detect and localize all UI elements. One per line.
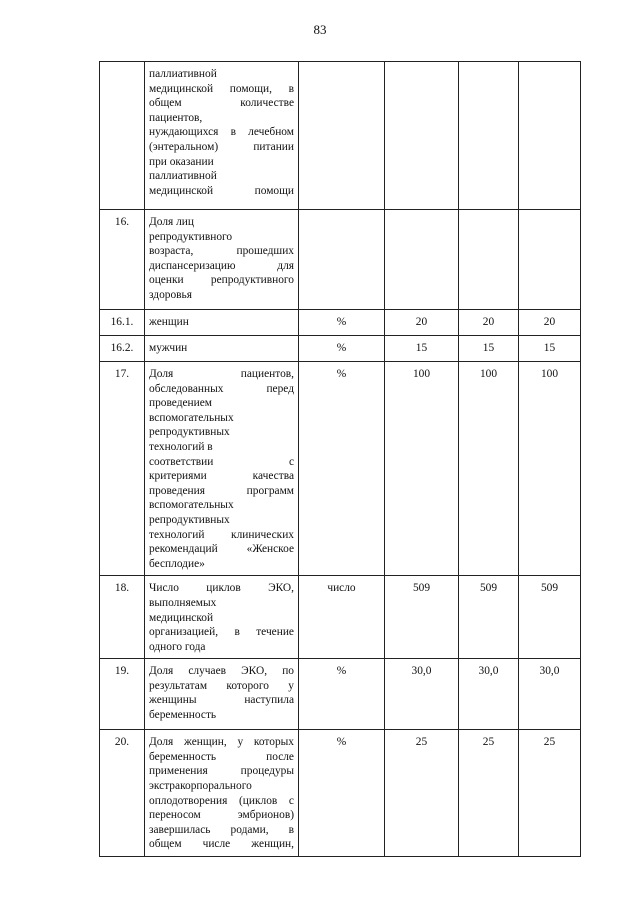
indicator-name-line: медицинской <box>149 611 214 624</box>
indicator-name-line: результатам которого у <box>149 679 294 692</box>
unit-cell: % <box>299 362 385 576</box>
row-number: 16.1. <box>100 310 145 336</box>
indicator-name-line: общем числе женщин, <box>149 838 294 851</box>
value-year-3: 30,0 <box>519 659 581 730</box>
indicator-name-line: Доля пациентов, <box>149 368 294 380</box>
indicator-name-line: (энтеральном) питании <box>149 140 294 153</box>
indicator-name-line: выполняемых <box>149 596 217 609</box>
value-year-1: 15 <box>385 336 459 362</box>
value-year-3: 25 <box>519 730 581 857</box>
value-year-1: 25 <box>385 730 459 857</box>
value-year-1: 30,0 <box>385 659 459 730</box>
indicator-name-line: женщин <box>149 316 189 328</box>
indicator-name-line: медицинской помощи, в <box>149 82 294 95</box>
value-year-3: 100 <box>519 362 581 576</box>
table-row <box>100 730 581 857</box>
indicator-name-line: репродуктивных <box>149 513 230 526</box>
indicator-name-line: технологий клинических <box>149 528 294 541</box>
unit-cell: % <box>299 659 385 730</box>
table-row <box>100 336 581 362</box>
unit-cell <box>299 62 385 210</box>
unit-cell: % <box>299 336 385 362</box>
indicator-name-line: репродуктивных <box>149 426 230 439</box>
indicator-name-line: технологий в <box>149 440 213 453</box>
value-year-3 <box>519 210 581 310</box>
value-year-1: 100 <box>385 362 459 576</box>
table-row <box>100 310 581 336</box>
value-year-2 <box>459 210 519 310</box>
indicator-name-line: проведением <box>149 397 213 410</box>
indicator-name-line: Доля лиц <box>149 216 194 228</box>
value-year-2 <box>459 62 519 210</box>
indicator-name-line: Число циклов ЭКО, <box>149 582 294 595</box>
indicator-name-line: экстракорпорального <box>149 780 252 793</box>
row-number: 20. <box>100 730 145 857</box>
indicator-name-line: оплодотворения (циклов с <box>149 794 294 807</box>
indicator-name-line: здоровья <box>149 288 192 301</box>
row-number: 18. <box>100 576 145 659</box>
indicator-name-line: оценки репродуктивного <box>149 274 294 287</box>
indicator-name-line: общем количестве <box>149 97 294 110</box>
unit-cell: % <box>299 310 385 336</box>
indicator-name-line: бесплодие» <box>149 557 205 570</box>
indicator-name-line: проведения программ <box>149 484 294 497</box>
indicator-name-line: диспансеризацию для <box>149 259 294 272</box>
indicator-name-line: нуждающихся в лечебном <box>149 126 294 139</box>
indicator-name-line: завершилась родами, в <box>149 823 294 836</box>
indicator-name-line: рекомендаций «Женское <box>149 543 294 556</box>
indicator-name <box>145 576 299 659</box>
row-number: 19. <box>100 659 145 730</box>
indicator-name-line: вспомогательных <box>149 499 234 512</box>
unit-cell <box>299 210 385 310</box>
indicators-table <box>99 61 581 857</box>
row-number: 16. <box>100 210 145 310</box>
value-year-2: 25 <box>459 730 519 857</box>
row-number: 17. <box>100 362 145 576</box>
indicator-name <box>145 62 299 210</box>
value-year-2: 20 <box>459 310 519 336</box>
indicator-name-line: паллиативной <box>149 68 217 80</box>
value-year-3: 20 <box>519 310 581 336</box>
table-row <box>100 210 581 310</box>
indicator-name <box>145 336 299 362</box>
value-year-3 <box>519 62 581 210</box>
indicator-name-line: Доля случаев ЭКО, по <box>149 665 294 678</box>
value-year-3: 15 <box>519 336 581 362</box>
indicator-name-line: беременность <box>149 709 217 722</box>
indicator-name-line: вспомогательных <box>149 411 234 424</box>
indicator-name-line: обследованных перед <box>149 382 294 395</box>
unit-cell: число <box>299 576 385 659</box>
indicator-name <box>145 210 299 310</box>
indicator-name-line: мужчин <box>149 342 188 354</box>
value-year-3: 509 <box>519 576 581 659</box>
indicator-name-line: возраста, прошедших <box>149 245 294 258</box>
indicator-name-line: паллиативной <box>149 170 217 183</box>
value-year-1 <box>385 62 459 210</box>
value-year-1: 509 <box>385 576 459 659</box>
row-number <box>100 62 145 210</box>
unit-cell: % <box>299 730 385 857</box>
indicator-name <box>145 362 299 576</box>
value-year-2: 100 <box>459 362 519 576</box>
table-row <box>100 576 581 659</box>
indicator-name-line: беременность после <box>149 750 294 763</box>
indicator-name-line: медицинской помощи <box>149 184 294 197</box>
value-year-1 <box>385 210 459 310</box>
indicator-name <box>145 730 299 857</box>
indicator-name-line: применения процедуры <box>149 765 294 778</box>
indicator-name-line: организацией, в течение <box>149 626 294 639</box>
value-year-2: 15 <box>459 336 519 362</box>
indicator-name-line: переносом эмбрионов) <box>149 809 294 822</box>
indicator-name <box>145 659 299 730</box>
table-row <box>100 62 581 210</box>
indicator-name-line: пациентов, <box>149 111 203 124</box>
indicator-name-line: при оказании <box>149 155 214 168</box>
value-year-2: 509 <box>459 576 519 659</box>
table-row <box>100 659 581 730</box>
page-number: 83 <box>313 22 327 37</box>
row-number: 16.2. <box>100 336 145 362</box>
value-year-2: 30,0 <box>459 659 519 730</box>
indicator-name-line: соответствии с <box>149 455 294 468</box>
indicator-name-line: репродуктивного <box>149 230 233 243</box>
indicator-name-line: Доля женщин, у которых <box>149 736 294 749</box>
indicator-name-line: одного года <box>149 640 206 653</box>
value-year-1: 20 <box>385 310 459 336</box>
indicator-name-line: критериями качества <box>149 470 294 483</box>
indicator-name <box>145 310 299 336</box>
indicator-name-line: женщины наступила <box>149 694 294 707</box>
table-row <box>100 362 581 576</box>
